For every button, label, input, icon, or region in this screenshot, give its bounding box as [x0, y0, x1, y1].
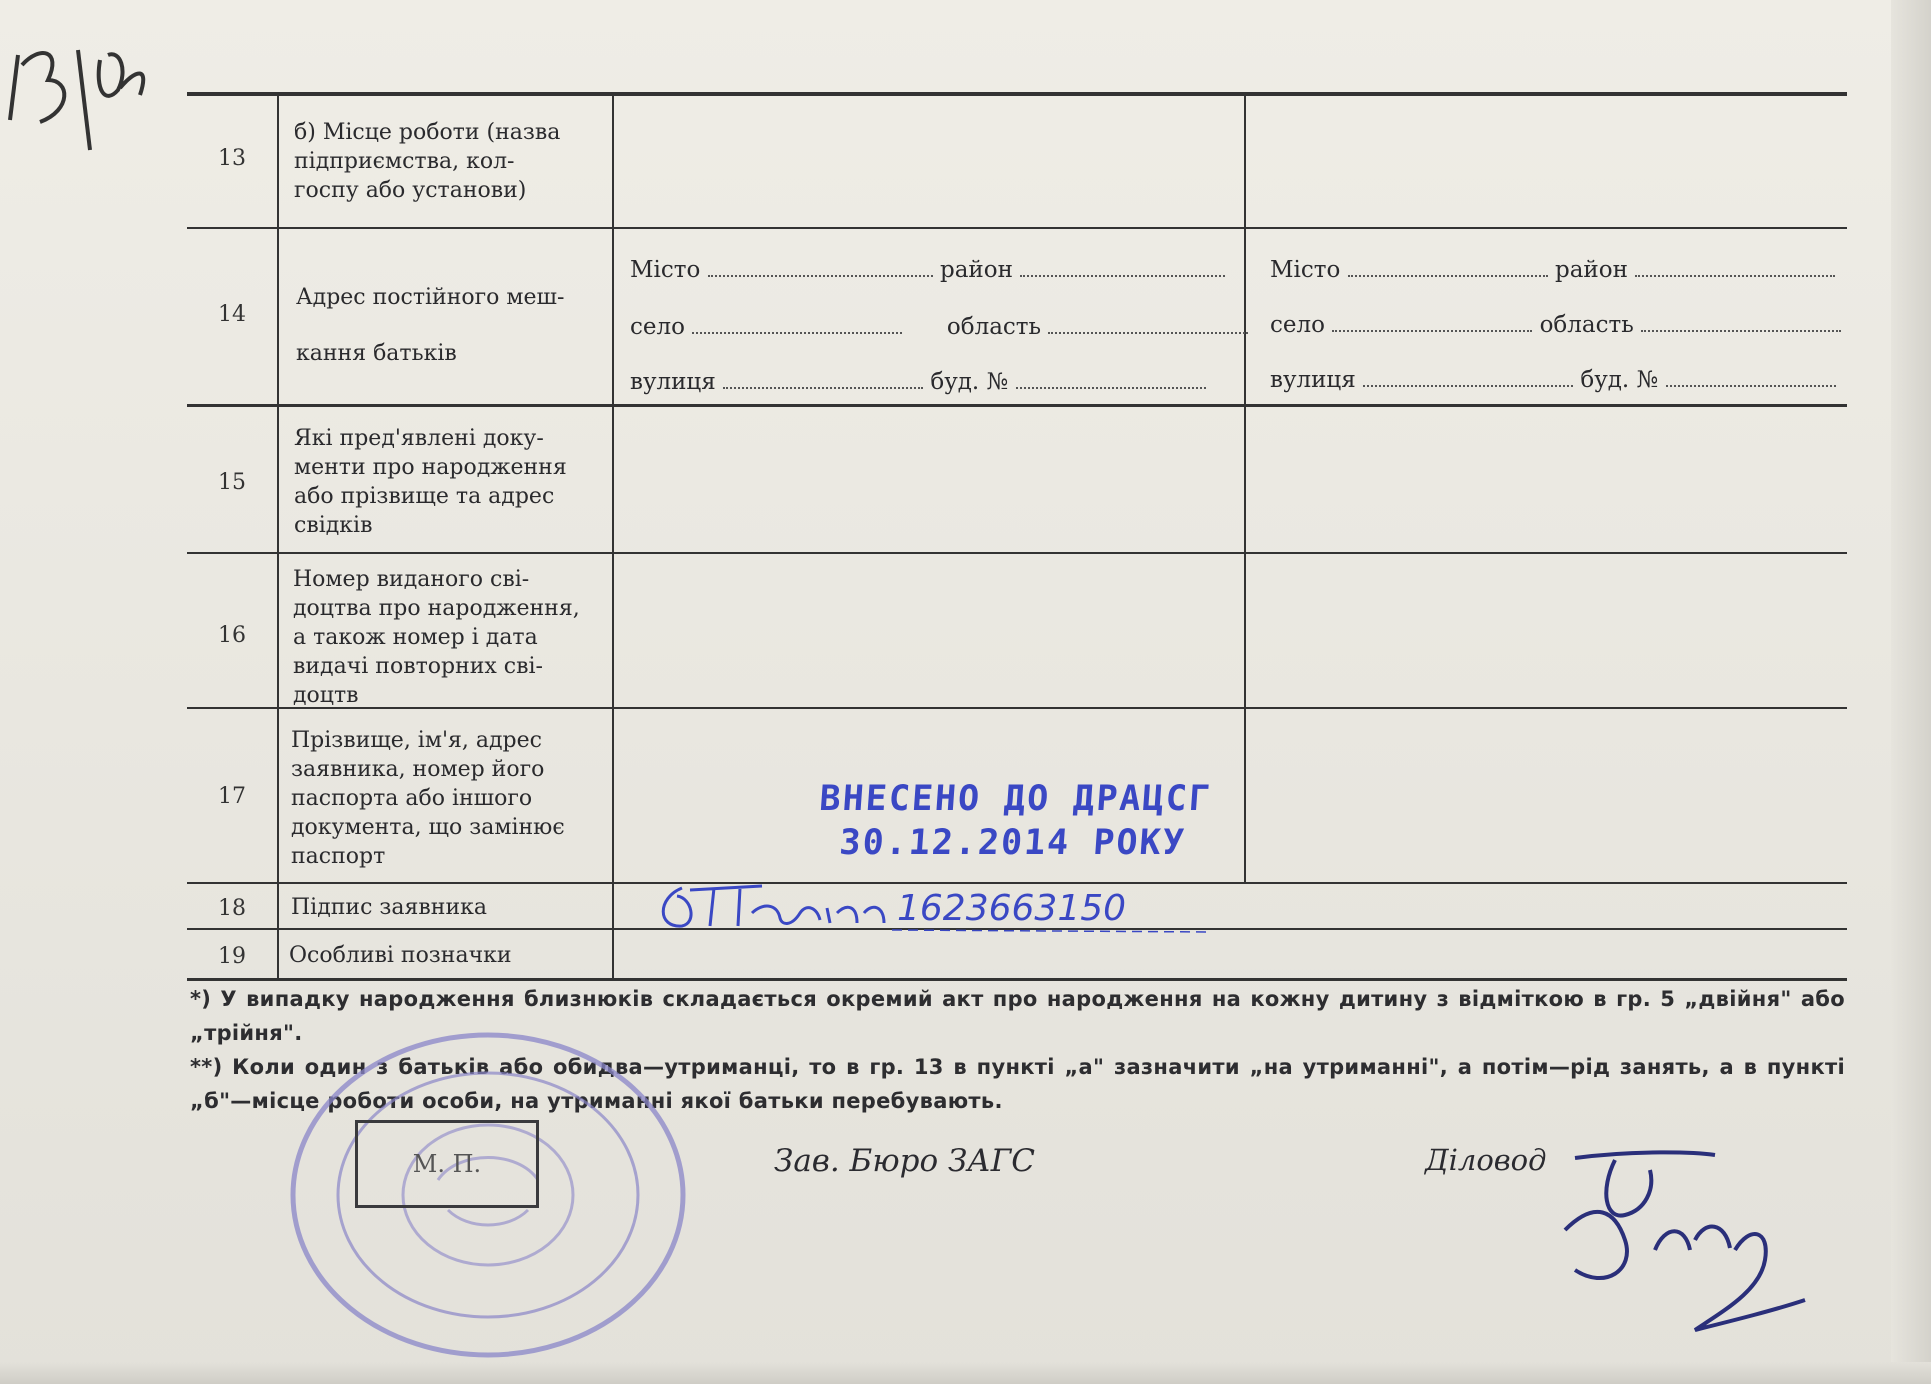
- row-14-label: [296, 270, 564, 382]
- row-number: 19: [218, 944, 246, 969]
- address-city-label: Місто: [1270, 257, 1341, 283]
- row-number: 14: [218, 302, 246, 327]
- clerk-label: Діловод: [1425, 1143, 1547, 1177]
- clerk-signature: [1555, 1130, 1815, 1350]
- label-line: заявника, номер його: [291, 757, 545, 782]
- column-divider: [277, 92, 279, 978]
- address-left-line2: [630, 314, 1248, 340]
- page-edge-right: [1891, 0, 1931, 1384]
- label-line: підприємства, кол-: [294, 149, 515, 174]
- row-17-label: [291, 726, 565, 871]
- stamp-line1: ВНЕСЕНО ДО ДРАЦСГ: [818, 779, 1214, 819]
- label-line: кання батьків: [296, 341, 457, 366]
- column-divider: [1244, 92, 1246, 882]
- address-district-label: район: [939, 257, 1013, 283]
- address-district-label: район: [1554, 257, 1628, 283]
- row-13-label: [294, 118, 560, 205]
- table-top-border: [187, 92, 1847, 96]
- address-village-label: село: [1270, 312, 1325, 338]
- label-line: Які пред'явлені доку-: [294, 426, 544, 451]
- footnote-2: **) Коли один з батьків або обидва—утриманці, то в гр. 13 в пункті „а" зазначити „на утриманні", а потім—рід занять, а в пункті „б"—місце роботи особи, на утриманні якої батьки перебувають.: [190, 1055, 1845, 1113]
- address-building-label: буд. №: [1580, 367, 1659, 393]
- row-number: 17: [218, 784, 246, 809]
- row-18-label: Підпис заявника: [291, 895, 487, 920]
- table-bottom-border: [187, 978, 1847, 981]
- label-line: а також номер і дата: [293, 625, 538, 650]
- address-city-label: Місто: [630, 257, 701, 283]
- label-line: госпу або установи): [294, 178, 527, 203]
- address-street-label: вулиця: [630, 369, 716, 395]
- label-line: доцтва про народження,: [293, 596, 580, 621]
- label-line: доцтв: [293, 683, 359, 708]
- label-line: паспорта або іншого: [291, 786, 533, 811]
- address-street-label: вулиця: [1270, 367, 1356, 393]
- row-15-label: [294, 424, 567, 540]
- row-divider: [187, 404, 1847, 407]
- label-line: видачі повторних сві-: [293, 654, 543, 679]
- label-line: або прізвище та адрес: [294, 484, 555, 509]
- row-number: 13: [218, 146, 246, 171]
- address-building-label: буд. №: [930, 369, 1009, 395]
- label-line: б) Місце роботи (назва: [294, 120, 561, 145]
- address-region-label: область: [946, 314, 1042, 340]
- label-line: свідків: [294, 513, 373, 538]
- registry-stamp: [815, 777, 1213, 865]
- address-left-line1: [630, 257, 1225, 283]
- address-region-label: область: [1539, 312, 1634, 338]
- row-number: 18: [218, 896, 246, 921]
- seal-placeholder-box: М. П.: [355, 1120, 539, 1208]
- address-right-line2: [1270, 312, 1841, 338]
- handwritten-corner-note: [0, 10, 160, 180]
- row-divider: [187, 552, 1847, 554]
- svg-text:1623663150: 1623663150: [897, 888, 1127, 929]
- row-number: 15: [218, 470, 246, 495]
- row-16-label: [293, 565, 580, 710]
- row-divider: [187, 227, 1847, 229]
- page-edge-bottom: [0, 1362, 1931, 1384]
- address-right-line1: [1270, 257, 1835, 283]
- row-number: 16: [218, 623, 246, 648]
- stamp-line2: 30.12.2014 РОКУ: [838, 823, 1188, 863]
- label-line: Номер виданого сві-: [293, 567, 530, 592]
- label-line: документа, що замінює: [291, 815, 565, 840]
- column-divider: [612, 92, 614, 978]
- label-line: Адрес постійного меш-: [296, 285, 565, 310]
- row-19-label: Особливі позначки: [289, 943, 512, 968]
- label-line: паспорт: [291, 844, 386, 869]
- address-left-line3: [630, 369, 1206, 395]
- address-right-line3: [1270, 367, 1836, 393]
- label-line: Прізвище, ім'я, адрес: [291, 728, 542, 753]
- address-village-label: село: [630, 314, 685, 340]
- footnote-1: *) У випадку народження близнюків складається окремий акт про народження на кожну дитину з відміткою в гр. 5 „двійня" або „трійня".: [190, 987, 1845, 1045]
- registry-head-label: Зав. Бюро ЗАГС: [774, 1143, 1036, 1179]
- applicant-signature: [652, 868, 1232, 938]
- label-line: менти про народження: [294, 455, 567, 480]
